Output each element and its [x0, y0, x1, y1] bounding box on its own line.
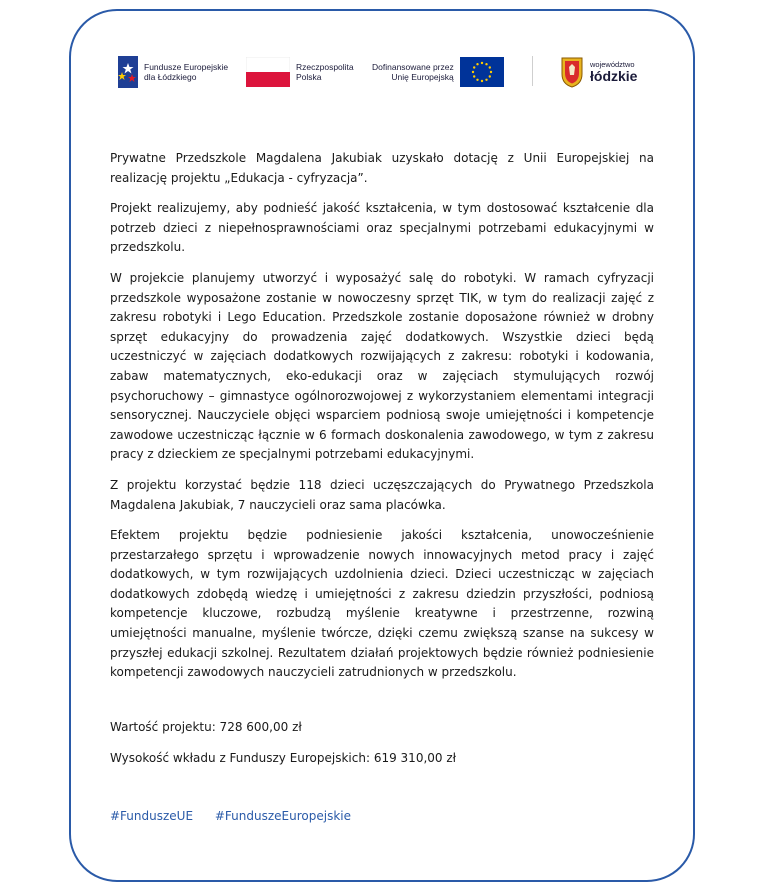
ue-line2: Unię Europejską — [391, 72, 454, 82]
logo-divider — [532, 56, 533, 86]
hashtags — [110, 809, 369, 823]
project-value: Wartość projektu: 728 600,00 zł — [110, 720, 302, 734]
coat-of-arms-icon — [560, 56, 584, 88]
hashtag-fundusze-europejskie[interactable]: #FunduszeEuropejskie — [214, 809, 351, 823]
eu-contribution: Wysokość wkładu z Funduszy Europejskich: 619 310,00 zł — [110, 751, 457, 765]
paragraph-effects: Efektem projektu będzie podniesienie jakości kształcenia, unowocześnienie przestarzałego sprzętu i wprowadzenie nowych innowacyjnych metod pracy i zajęć dodatkowych, w tym rozwijających uzdolnienia dzieci. Dzieci uczestnicząc w zajęciach dodatkowych zdobędą wiedzę i umiejętności z zakresu dziedzin przyszłości, podniosą kompetencje kluczowe, rozbudzą myślenie kreatywne i przestrzenne, rozwiną umiejętności manualne, myślenie twórcze, dzięki czemu zwiększą szanse na sukcesy w przyszłej edukacji szkolnej. Rezultatem działań projektowych będzie również podniesienie kompetencji zawodowych nauczycieli zatrudnionych w przedszkolu. — [110, 528, 654, 680]
paragraph-beneficiaries: Z projektu korzystać będzie 118 dzieci uczęszczających do Prywatnego Przedszkola Magdalena Jakubiak, 7 nauczycieli oraz sama placówka. — [110, 477, 654, 512]
main-content — [110, 149, 654, 694]
rp-line2: Polska — [296, 72, 322, 82]
ue-line1: Dofinansowane przez — [372, 62, 454, 72]
fe-line1: Fundusze Europejskie — [144, 62, 229, 72]
eu-flag-icon — [460, 57, 504, 87]
paragraph-intro: Prywatne Przedszkole Magdalena Jakubiak uzyskało dotację z Unii Europejskiej na realizację projektu „Edukacja - cyfryzacja”. — [110, 151, 654, 185]
logo-bar — [116, 52, 656, 92]
polish-flag-icon — [246, 57, 290, 87]
wojewodztwo-lodzkie-logo — [560, 52, 637, 92]
rzeczpospolita-logo — [246, 52, 354, 92]
fe-stars-icon — [116, 54, 140, 90]
rp-line1: Rzeczpospolita — [296, 62, 354, 72]
paragraph-plan: W projekcie planujemy utworzyć i wyposażyć salę do robotyki. W ramach cyfryzacji przedszkole wyposażone zostanie w nowoczesny sprzęt TIK, w tym do realizacji zajęć z zakresu robotyki i Lego Education. Przedszkole zostanie doposażone również w drobny sprzęt edukacyjny do prowadzenia zajęć dodatkowych. Wszystkie dzieci będą uczestniczyć w zajęciach dodatkowych rozwijających z zakresu: robotyki i kodowania, zabaw matematycznych, eko-edukacji oraz w zajęciach stymulujących rozwój psychoruchowy – gimnastyce ogólnorozwojowej z wykorzystaniem elementami integracji sensorycznej. Nauczyciele objęci wsparciem podniosą swoje umiejętności i kompetencje zawodowe uczestnicząc łącznie w 6 formach doskonalenia zawodowego, w tym z zakresu pracy z dzieckiem ze specjalnymi potrzebami edukacyjnymi. — [110, 270, 654, 462]
woj-line1: województwo — [590, 60, 635, 69]
fundusze-europejskie-logo — [116, 52, 228, 92]
fe-line2: dla Łódzkiego — [144, 72, 197, 82]
paragraph-goal: Projekt realizujemy, aby podnieść jakość kształcenia, w tym dostosować kształcenie dla potrzeb dzieci z niepełnosprawnościami oraz specjalnymi potrzebami edukacyjnymi w przedszkolu. — [110, 201, 654, 255]
unia-europejska-logo — [372, 52, 504, 92]
woj-line2: łódzkie — [590, 68, 638, 84]
hashtag-fundusze-ue[interactable]: #FunduszeUE — [110, 809, 194, 823]
